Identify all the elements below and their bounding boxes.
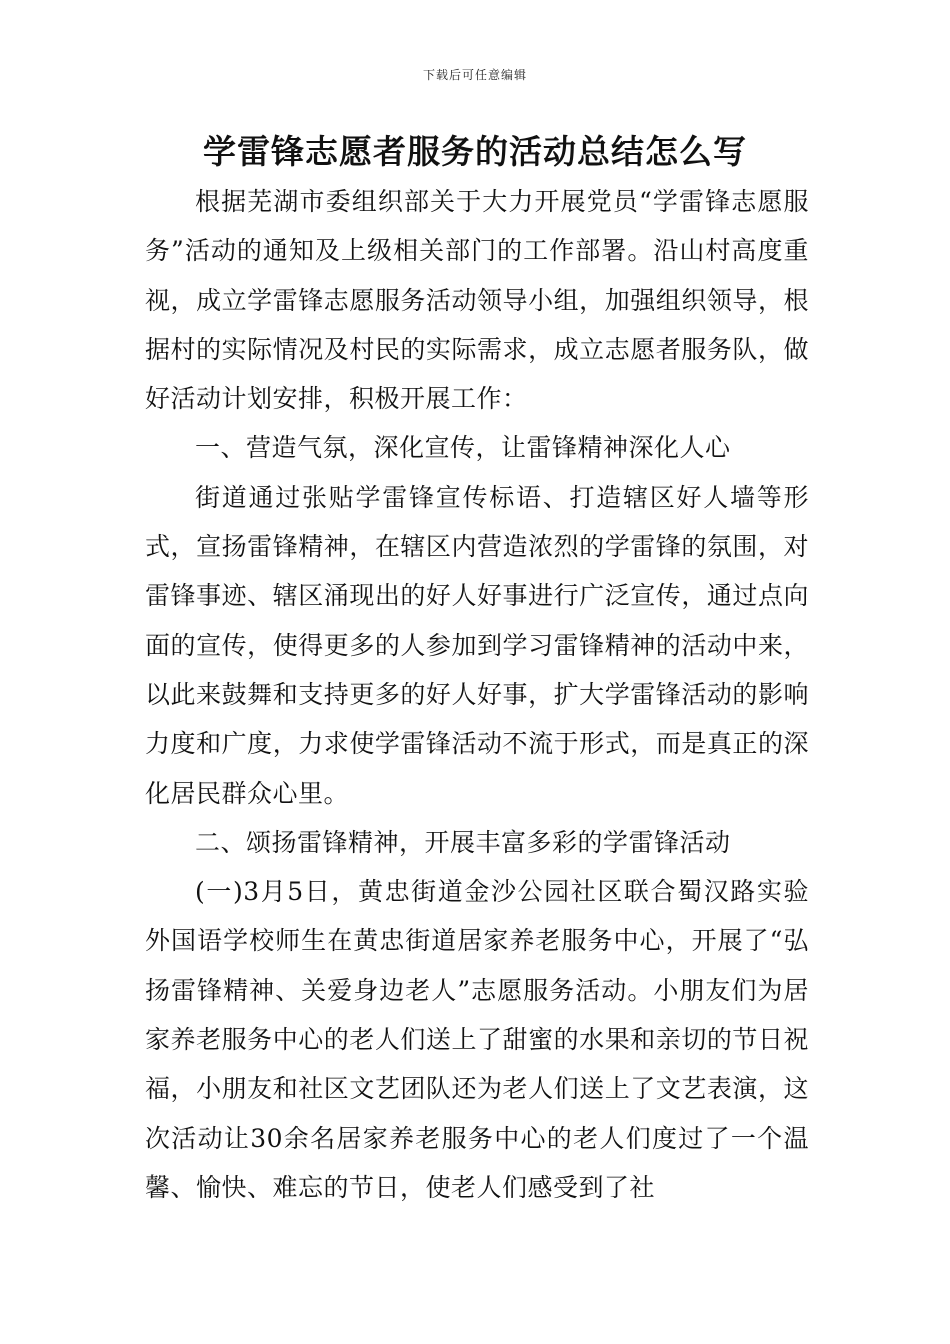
header-note: 下载后可任意编辑: [422, 68, 527, 82]
paragraph-intro: 根据芜湖市委组织部关于大力开展党员“学雷锋志愿服务”活动的通知及上级相关部门的工作部署。沿山村高度重视，成立学雷锋志愿服务活动领导小组，加强组织领导，根据村的实际情况及村民的实际需求，成立志愿者服务队，做好活动计划安排，积极开展工作：: [145, 187, 809, 414]
section-heading-1: 一、营造气氛，深化宣传，让雷锋精神深化人心: [195, 433, 731, 463]
document-title: 学雷锋志愿者服务的活动总结怎么写: [203, 132, 747, 171]
section-heading-2: 二、颂扬雷锋精神，开展丰富多彩的学雷锋活动: [195, 827, 731, 857]
paragraph-section-1: 街道通过张贴学雷锋宣传标语、打造辖区好人墙等形式，宣扬雷锋精神，在辖区内营造浓烈的学雷锋的氛围，对雷锋事迹、辖区涌现出的好人好事进行广泛宣传，通过点向面的宣传，使得更多的人参加到学习雷锋精神的活动中来，以此来鼓舞和支持更多的好人好事，扩大学雷锋活动的影响力度和广度，力求使学雷锋活动不流于形式，而是真正的深化居民群众心里。: [145, 482, 809, 808]
document-body: [145, 177, 809, 1212]
paragraph-section-2-item-1: (一)3月5日，黄忠街道金沙公园社区联合蜀汉路实验外国语学校师生在黄忠街道居家养老服务中心，开展了“弘扬雷锋精神、关爱身边老人”志愿服务活动。小朋友们为居家养老服务中心的老人们送上了甜蜜的水果和亲切的节日祝福，小朋友和社区文艺团队还为老人们送上了文艺表演，这次活动让30余名居家养老服务中心的老人们度过了一个温馨、愉快、难忘的节日，使老人们感受到了社: [145, 877, 809, 1202]
